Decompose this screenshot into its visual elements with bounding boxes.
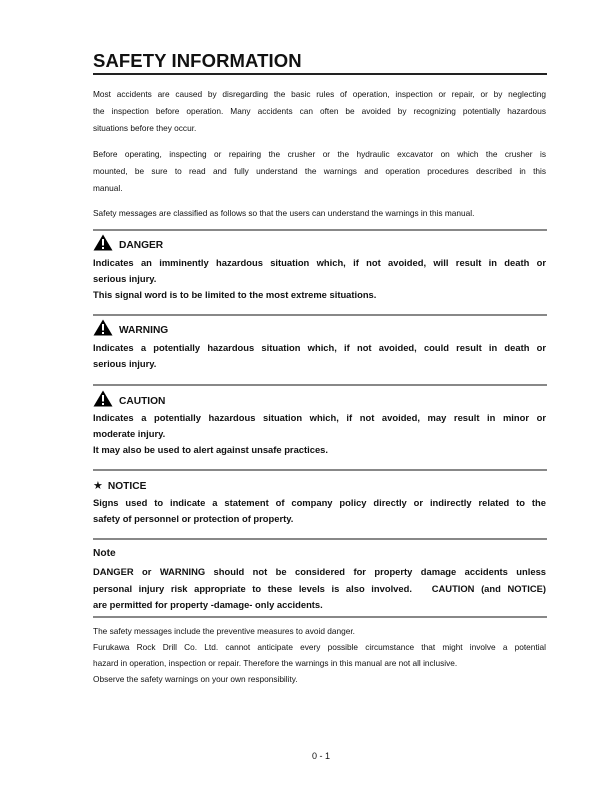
divider	[93, 616, 547, 618]
closing-line: hazard in operation, inspection or repair. Therefore the warnings in this manual are not all inclusive.	[93, 658, 458, 668]
caution-line: It may also be used to alert against unsafe practices.	[93, 444, 328, 455]
notice-label: NOTICE	[107, 481, 147, 492]
danger-heading	[93, 234, 546, 251]
note-line: DANGER or WARNING should not be considered for property damage accidents unless	[93, 566, 546, 577]
closing-line: Observe the safety warnings on your own responsibility.	[93, 674, 298, 684]
closing-line: The safety messages include the preventive measures to avoid danger.	[93, 626, 355, 636]
divider	[93, 538, 547, 540]
star-icon: ★	[93, 479, 103, 492]
divider	[93, 314, 547, 316]
intro-line: the inspection before operation. Many accidents can often be avoided by recognizing potentially hazardous	[93, 106, 546, 116]
intro-line: mounted, be sure to read and fully understand the warnings and operation procedures described in this	[93, 166, 546, 176]
warning-triangle-icon	[93, 390, 113, 407]
warning-triangle-icon	[93, 319, 113, 336]
caution-line: moderate injury.	[93, 428, 166, 439]
danger-label: DANGER	[119, 240, 164, 251]
divider	[93, 384, 547, 386]
warning-line: serious injury.	[93, 358, 157, 369]
page-number: 0 - 1	[311, 751, 330, 761]
intro-line: situations before they occur.	[93, 123, 197, 133]
intro-line: manual.	[93, 183, 123, 193]
warning-triangle-icon	[93, 234, 113, 251]
page-title: SAFETY INFORMATION	[93, 50, 302, 71]
note-heading: Note	[93, 548, 116, 559]
warning-label: WARNING	[119, 325, 169, 336]
intro-line: Most accidents are caused by disregarding the basic rules of operation, inspection or repair, or by neglecting	[93, 89, 546, 99]
danger-line: This signal word is to be limited to the most extreme situations.	[93, 289, 377, 300]
notice-line: Signs used to indicate a statement of company policy directly or indirectly related to the	[93, 497, 546, 508]
caution-line: Indicates a potentially hazardous situation which, if not avoided, may result in minor or	[93, 412, 546, 423]
caution-heading	[93, 390, 546, 407]
warning-line: Indicates a potentially hazardous situation which, if not avoided, could result in death or	[93, 342, 546, 353]
caution-label: CAUTION	[119, 396, 166, 407]
closing-line: Furukawa Rock Drill Co. Ltd. cannot anticipate every possible circumstance that might involve a potential	[93, 642, 546, 652]
danger-line: serious injury.	[93, 273, 157, 284]
notice-heading	[93, 479, 546, 492]
title-underline	[93, 73, 547, 75]
danger-line: Indicates an imminently hazardous situation which, if not avoided, will result in death or	[93, 257, 546, 268]
intro-line: Safety messages are classified as follows so that the users can understand the warnings in this manual.	[93, 208, 475, 218]
divider	[93, 229, 547, 231]
note-line: are permitted for property -damage- only accidents.	[93, 599, 323, 610]
intro-line: Before operating, inspecting or repairing the crusher or the hydraulic excavator on which the crusher is	[93, 149, 546, 159]
warning-heading	[93, 319, 546, 336]
divider	[93, 469, 547, 471]
notice-line: safety of personnel or protection of property.	[93, 513, 294, 524]
note-line: personal injury risk appropriate to these levels is also involved. CAUTION (and NOTICE)	[93, 583, 546, 594]
